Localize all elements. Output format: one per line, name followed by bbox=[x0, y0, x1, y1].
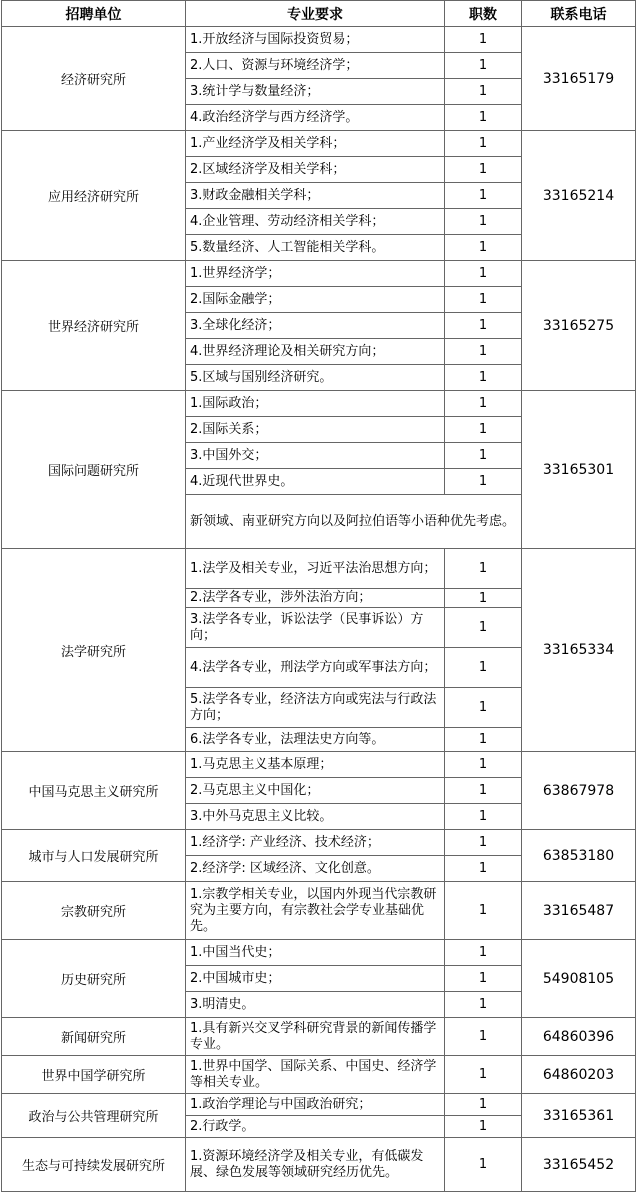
unit-cell: 中国马克思主义研究所 bbox=[2, 752, 186, 830]
requirement-cell: 4.政治经济学与西方经济学。 bbox=[186, 105, 445, 131]
unit-cell: 世界中国学研究所 bbox=[2, 1056, 186, 1094]
header-row bbox=[2, 1, 636, 27]
table-header bbox=[2, 1, 636, 27]
count-cell: 1 bbox=[445, 209, 522, 235]
count-cell: 1 bbox=[445, 105, 522, 131]
phone-cell: 64860203 bbox=[522, 1056, 636, 1094]
requirement-cell: 1.马克思主义基本原理； bbox=[186, 752, 445, 778]
count-cell: 1 bbox=[445, 778, 522, 804]
note-cell: 新领域、南亚研究方向以及阿拉伯语等小语种优先考虑。 bbox=[186, 495, 522, 549]
requirement-cell: 2.中国城市史； bbox=[186, 966, 445, 992]
count-cell: 1 bbox=[445, 804, 522, 830]
requirement-cell: 1.具有新兴交叉学科研究背景的新闻传播学专业。 bbox=[186, 1018, 445, 1056]
requirement-cell: 3.法学各专业，诉讼法学（民事诉讼）方向； bbox=[186, 608, 445, 648]
count-cell: 1 bbox=[445, 608, 522, 648]
count-cell: 1 bbox=[445, 1094, 522, 1116]
phone-cell: 33165301 bbox=[522, 391, 636, 549]
count-cell: 1 bbox=[445, 648, 522, 688]
count-cell: 1 bbox=[445, 183, 522, 209]
table-row bbox=[2, 752, 636, 778]
count-cell: 1 bbox=[445, 391, 522, 417]
count-cell: 1 bbox=[445, 549, 522, 589]
phone-cell: 33165214 bbox=[522, 131, 636, 261]
requirement-cell: 5.区域与国别经济研究。 bbox=[186, 365, 445, 391]
requirement-cell: 2.马克思主义中国化； bbox=[186, 778, 445, 804]
table-body bbox=[2, 27, 636, 1192]
count-cell: 1 bbox=[445, 830, 522, 856]
count-cell: 1 bbox=[445, 235, 522, 261]
unit-cell: 城市与人口发展研究所 bbox=[2, 830, 186, 882]
count-cell: 1 bbox=[445, 313, 522, 339]
phone-cell: 63867978 bbox=[522, 752, 636, 830]
requirement-cell: 2.人口、资源与环境经济学； bbox=[186, 53, 445, 79]
phone-cell: 33165275 bbox=[522, 261, 636, 391]
table-row bbox=[2, 882, 636, 940]
requirement-cell: 2.法学各专业，涉外法治方向； bbox=[186, 589, 445, 608]
requirement-cell: 3.全球化经济； bbox=[186, 313, 445, 339]
unit-cell: 新闻研究所 bbox=[2, 1018, 186, 1056]
count-cell: 1 bbox=[445, 339, 522, 365]
count-cell: 1 bbox=[445, 728, 522, 752]
phone-cell: 63853180 bbox=[522, 830, 636, 882]
requirement-cell: 1.中国当代史； bbox=[186, 940, 445, 966]
requirement-cell: 3.财政金融相关学科； bbox=[186, 183, 445, 209]
requirement-cell: 3.中国外交； bbox=[186, 443, 445, 469]
requirement-cell: 1.世界中国学、国际关系、中国史、经济学等相关专业。 bbox=[186, 1056, 445, 1094]
requirement-cell: 1.国际政治； bbox=[186, 391, 445, 417]
unit-cell: 经济研究所 bbox=[2, 27, 186, 131]
count-cell: 1 bbox=[445, 417, 522, 443]
requirement-cell: 1.资源环境经济学及相关专业，有低碳发展、绿色发展等领域研究经历优先。 bbox=[186, 1138, 445, 1192]
count-cell: 1 bbox=[445, 940, 522, 966]
count-cell: 1 bbox=[445, 752, 522, 778]
phone-cell: 33165487 bbox=[522, 882, 636, 940]
phone-cell: 33165361 bbox=[522, 1094, 636, 1138]
count-cell: 1 bbox=[445, 443, 522, 469]
unit-cell: 应用经济研究所 bbox=[2, 131, 186, 261]
requirement-cell: 4.世界经济理论及相关研究方向； bbox=[186, 339, 445, 365]
requirement-cell: 2.区域经济学及相关学科； bbox=[186, 157, 445, 183]
requirement-cell: 3.统计学与数量经济； bbox=[186, 79, 445, 105]
header-count: 职数 bbox=[445, 1, 522, 27]
count-cell: 1 bbox=[445, 966, 522, 992]
unit-cell: 政治与公共管理研究所 bbox=[2, 1094, 186, 1138]
table-row bbox=[2, 1094, 636, 1116]
count-cell: 1 bbox=[445, 992, 522, 1018]
requirement-cell: 1.政治学理论与中国政治研究； bbox=[186, 1094, 445, 1116]
header-unit: 招聘单位 bbox=[2, 1, 186, 27]
count-cell: 1 bbox=[445, 287, 522, 313]
requirement-cell: 1.法学及相关专业，习近平法治思想方向； bbox=[186, 549, 445, 589]
phone-cell: 54908105 bbox=[522, 940, 636, 1018]
requirement-cell: 1.经济学: 产业经济、技术经济； bbox=[186, 830, 445, 856]
count-cell: 1 bbox=[445, 53, 522, 79]
table-row bbox=[2, 261, 636, 287]
count-cell: 1 bbox=[445, 1018, 522, 1056]
table-row bbox=[2, 1138, 636, 1192]
count-cell: 1 bbox=[445, 79, 522, 105]
count-cell: 1 bbox=[445, 1116, 522, 1138]
phone-cell: 33165179 bbox=[522, 27, 636, 131]
count-cell: 1 bbox=[445, 589, 522, 608]
count-cell: 1 bbox=[445, 261, 522, 287]
phone-cell: 64860396 bbox=[522, 1018, 636, 1056]
table-row bbox=[2, 830, 636, 856]
table-row bbox=[2, 131, 636, 157]
requirement-cell: 1.宗教学相关专业，以国内外现当代宗教研究为主要方向，有宗教社会学专业基础优先。 bbox=[186, 882, 445, 940]
header-requirements: 专业要求 bbox=[186, 1, 445, 27]
unit-cell: 生态与可持续发展研究所 bbox=[2, 1138, 186, 1192]
requirement-cell: 3.明清史。 bbox=[186, 992, 445, 1018]
requirement-cell: 5.法学各专业，经济法方向或宪法与行政法方向； bbox=[186, 688, 445, 728]
unit-cell: 法学研究所 bbox=[2, 549, 186, 752]
requirement-cell: 4.法学各专业，刑法学方向或军事法方向； bbox=[186, 648, 445, 688]
phone-cell: 33165334 bbox=[522, 549, 636, 752]
requirement-cell: 2.行政学。 bbox=[186, 1116, 445, 1138]
count-cell: 1 bbox=[445, 1138, 522, 1192]
requirement-cell: 1.开放经济与国际投资贸易； bbox=[186, 27, 445, 53]
table-row bbox=[2, 1018, 636, 1056]
header-phone: 联系电话 bbox=[522, 1, 636, 27]
phone-cell: 33165452 bbox=[522, 1138, 636, 1192]
table-row bbox=[2, 549, 636, 589]
requirement-cell: 1.产业经济学及相关学科； bbox=[186, 131, 445, 157]
count-cell: 1 bbox=[445, 365, 522, 391]
unit-cell: 国际问题研究所 bbox=[2, 391, 186, 549]
count-cell: 1 bbox=[445, 1056, 522, 1094]
unit-cell: 历史研究所 bbox=[2, 940, 186, 1018]
count-cell: 1 bbox=[445, 856, 522, 882]
requirement-cell: 3.中外马克思主义比较。 bbox=[186, 804, 445, 830]
requirement-cell: 2.经济学: 区域经济、文化创意。 bbox=[186, 856, 445, 882]
table-row bbox=[2, 391, 636, 417]
unit-cell: 宗教研究所 bbox=[2, 882, 186, 940]
requirement-cell: 5.数量经济、人工智能相关学科。 bbox=[186, 235, 445, 261]
count-cell: 1 bbox=[445, 27, 522, 53]
requirement-cell: 2.国际金融学； bbox=[186, 287, 445, 313]
count-cell: 1 bbox=[445, 157, 522, 183]
table-row bbox=[2, 940, 636, 966]
requirement-cell: 1.世界经济学； bbox=[186, 261, 445, 287]
count-cell: 1 bbox=[445, 688, 522, 728]
count-cell: 1 bbox=[445, 469, 522, 495]
requirement-cell: 4.企业管理、劳动经济相关学科； bbox=[186, 209, 445, 235]
requirement-cell: 2.国际关系； bbox=[186, 417, 445, 443]
table-row bbox=[2, 27, 636, 53]
requirement-cell: 4.近现代世界史。 bbox=[186, 469, 445, 495]
count-cell: 1 bbox=[445, 882, 522, 940]
table-row bbox=[2, 1056, 636, 1094]
unit-cell: 世界经济研究所 bbox=[2, 261, 186, 391]
recruitment-table bbox=[1, 0, 636, 1192]
count-cell: 1 bbox=[445, 131, 522, 157]
requirement-cell: 6.法学各专业，法理法史方向等。 bbox=[186, 728, 445, 752]
